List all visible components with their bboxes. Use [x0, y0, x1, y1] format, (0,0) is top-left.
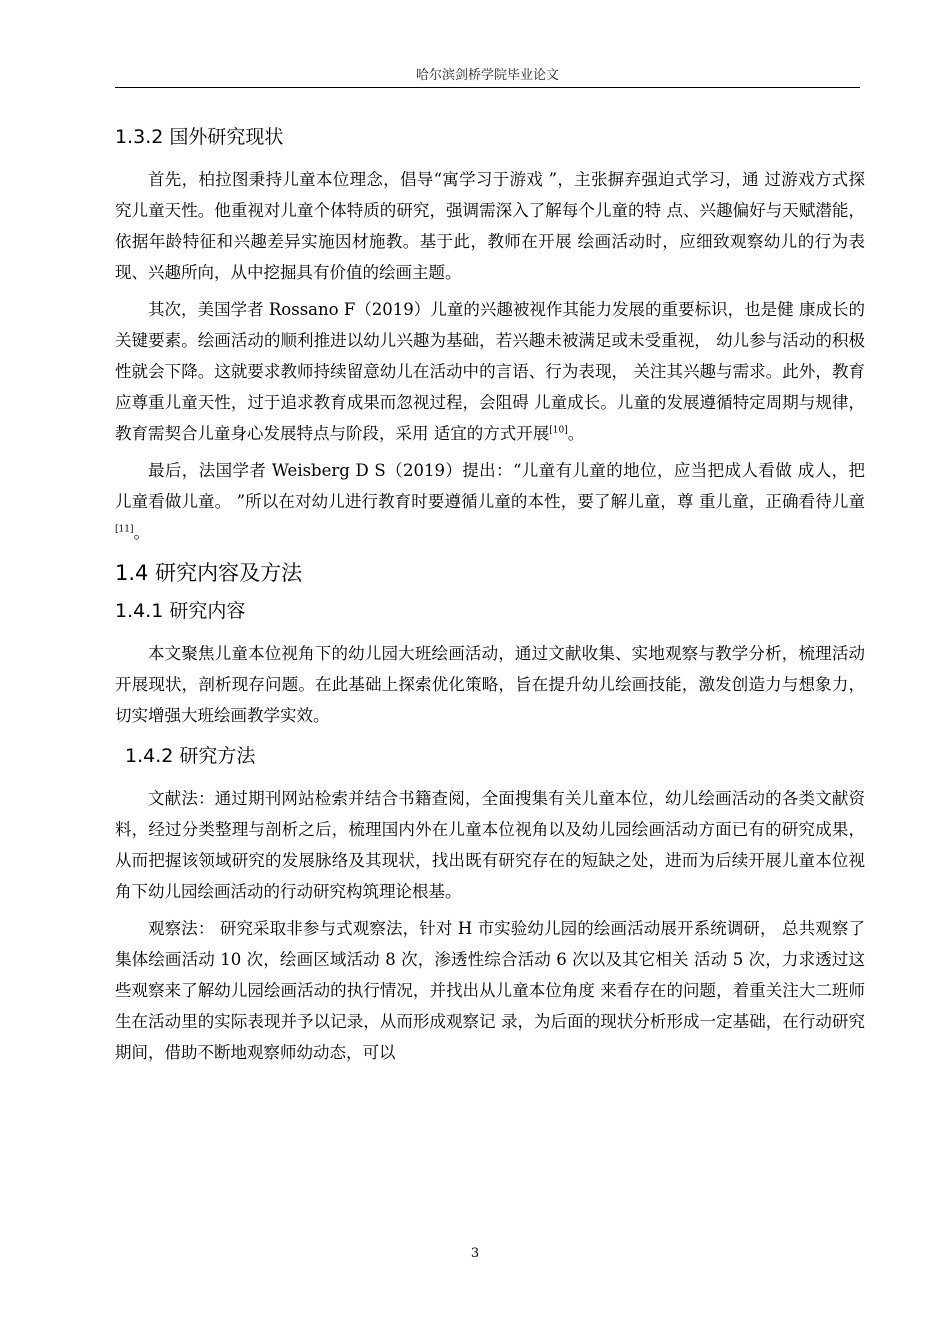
page-header-title: 哈尔滨剑桥学院毕业论文 — [415, 68, 559, 83]
paragraph-plato: 首先，柏拉图秉持儿童本位理念，倡导“寓学习于游戏 ”，主张摒弃强迫式学习，通 过游戏方式探究儿童天性。他重视对儿童个体特质的研究，强调需深入了解每个儿童的特 点、兴趣偏好与天赋潜能，依据年龄特征和兴趣差异实施因材施教。基于此，教师在开展 绘画活动时，应细致观察幼儿的行为表现、兴趣所向，从中挖掘具有价值的绘画主题。 — [115, 170, 865, 282]
section-heading-1-4-1: 1.4.1 研究内容 — [115, 600, 246, 622]
section-heading-1-4-2: 1.4.2 研究方法 — [125, 745, 256, 767]
section-heading-1-4: 1.4 研究内容及方法 — [115, 561, 303, 585]
citation-11: [11] — [115, 524, 134, 535]
citation-10: [10] — [549, 425, 568, 436]
paragraph-weisberg-end: 。 — [133, 523, 150, 542]
header-divider — [115, 87, 860, 88]
section-heading-1-3-2: 1.3.2 国外研究现状 — [115, 126, 284, 148]
paragraph-research-content: 本文聚焦儿童本位视角下的幼儿园大班绘画活动，通过文献收集、实地观察与教学分析，梳理活动开展现状，剖析现存问题。在此基础上探索优化策略，旨在提升幼儿绘画技能，激发创造力与想象力，切实增强大班绘画教学实效。 — [115, 644, 865, 725]
page-body — [115, 122, 865, 1068]
paragraph-rossano — [115, 294, 865, 449]
paragraph-literature-method: 文献法：通过期刊网站检索并结合书籍查阅，全面搜集有关儿童本位，幼儿绘画活动的各类文献资料，经过分类整理与剖析之后，梳理国内外在儿童本位视角以及幼儿园绘画活动方面已有的研究成果，从而把握该领域研究的发展脉络及其现状，找出既有研究存在的短缺之处，进而为后续开展儿童本位视角下幼儿园绘画活动的行动研究构筑理论根基。 — [115, 789, 865, 901]
page-number: 3 — [470, 1246, 480, 1261]
paragraph-rossano-text: 其次，美国学者 Rossano F（2019）儿童的兴趣被视作其能力发展的重要标识，也是健 康成长的关键要素。绘画活动的顺利推进以幼儿兴趣为基础，若兴趣未被满足或未受重视， 幼儿参与活动的积极性就会下降。这就要求教师持续留意幼儿在活动中的言语、行为表现， 关注其兴趣与需求。此外，教育应尊重儿童天性，过于追求教育成果而忽视过程，会阻碍 儿童成长。儿童的发展遵循特定周期与规律，教育需契合儿童身心发展特点与阶段，采用 适宜的方式开展 — [115, 300, 865, 443]
paragraph-observation-method: 观察法： 研究采取非参与式观察法，针对 H 市实验幼儿园的绘画活动展开系统调研， 总共观察了集体绘画活动 10 次，绘画区域活动 8 次，渗透性综合活动 6 次以及其它相关 活动 5 次，力求透过这些观察来了解幼儿园绘画活动的执行情况，并找出从儿童本位角度 来看存在的问题，着重关注大二班师生在活动里的实际表现并予以记录，从而形成观察记 录，为后面的现状分析形成一定基础，在行动研究期间，借助不断地观察师幼动态，可以 — [115, 919, 865, 1062]
paragraph-rossano-end: 。 — [567, 424, 585, 443]
paragraph-weisberg-text: 最后，法国学者 Weisberg D S（2019）提出：“儿童有儿童的地位，应当把成人看做 成人，把儿童看做儿童。 ”所以在对幼儿进行教育时要遵循儿童的本性，要了解儿童，尊 重儿童，正确看待儿童 — [115, 461, 865, 511]
paragraph-weisberg — [115, 455, 865, 548]
